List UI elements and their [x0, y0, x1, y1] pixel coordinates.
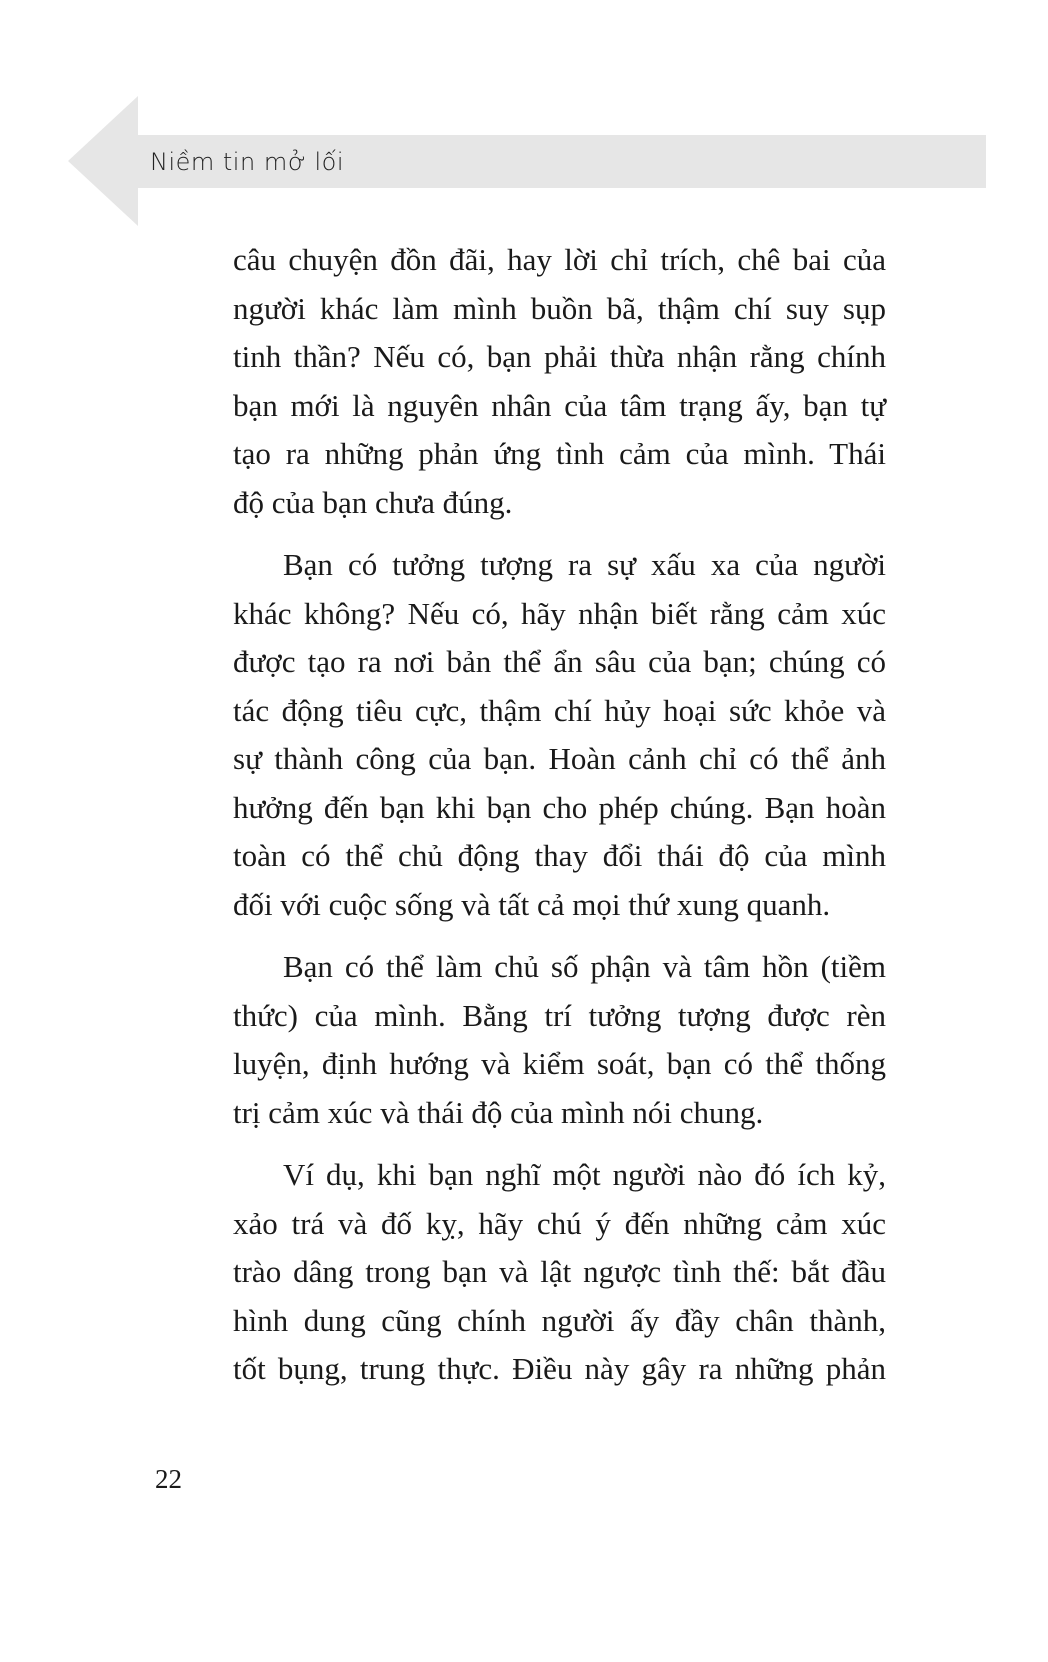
text-line: tốt bụng, trung thực. Điều này gây ra những phản: [233, 1351, 886, 1386]
text-line: sự thành công của bạn. Hoàn cảnh chỉ có thể ảnh: [233, 741, 886, 776]
text-line: thức) của mình. Bằng trí tưởng tượng được rèn: [233, 997, 886, 1033]
text-line: Bạn có tưởng tượng ra sự xấu xa của người: [283, 547, 886, 582]
text-line: câu chuyện đồn đãi, hay lời chỉ trích, chê bai của: [233, 242, 886, 277]
text-line: hưởng đến bạn khi bạn cho phép chúng. Bạn hoàn: [233, 789, 886, 825]
running-title: Niềm tin mở lối: [150, 148, 345, 176]
text-line: người khác làm mình buồn bã, thậm chí suy sụp: [233, 290, 886, 326]
page-number: 22: [155, 1464, 182, 1494]
text-line: tinh thần? Nếu có, bạn phải thừa nhận rằng chính: [233, 339, 886, 374]
text-line: Ví dụ, khi bạn nghĩ một người nào đó ích kỷ,: [283, 1157, 886, 1192]
paragraph-1: [233, 236, 886, 527]
text-line: Bạn có thể làm chủ số phận và tâm hồn (tiềm: [283, 949, 886, 984]
text-line: trị cảm xúc và thái độ của mình nói chung.: [233, 1094, 764, 1130]
paragraph-2: [233, 541, 886, 929]
text-line: đối với cuộc sống và tất cả mọi thứ xung quanh.: [233, 886, 831, 922]
body-text: [233, 236, 886, 1394]
text-line: xảo trá và đố kỵ, hãy chú ý đến những cảm xúc: [233, 1205, 886, 1241]
text-line: tác động tiêu cực, thậm chí hủy hoại sức khỏe và: [233, 692, 886, 728]
text-line: tạo ra những phản ứng tình cảm của mình. Thái: [233, 436, 886, 471]
arrow-banner: [0, 0, 1048, 260]
paragraph-4: [233, 1151, 886, 1394]
text-line: hình dung cũng chính người ấy đầy chân thành,: [233, 1302, 886, 1338]
text-line: độ của bạn chưa đúng.: [233, 484, 513, 520]
text-line: toàn có thể chủ động thay đổi thái độ của mình: [233, 838, 886, 873]
header-band: [0, 0, 1048, 260]
paragraph-3: [233, 943, 886, 1137]
text-line: trào dâng trong bạn và lật ngược tình thế: bắt đầu: [233, 1254, 886, 1289]
text-line: được tạo ra nơi bản thể ẩn sâu của bạn; chúng có: [233, 644, 886, 679]
text-line: khác không? Nếu có, hãy nhận biết rằng cảm xúc: [233, 595, 886, 631]
text-line: bạn mới là nguyên nhân của tâm trạng ấy, bạn tự: [233, 387, 886, 423]
text-line: luyện, định hướng và kiểm soát, bạn có thể thống: [233, 1046, 886, 1081]
